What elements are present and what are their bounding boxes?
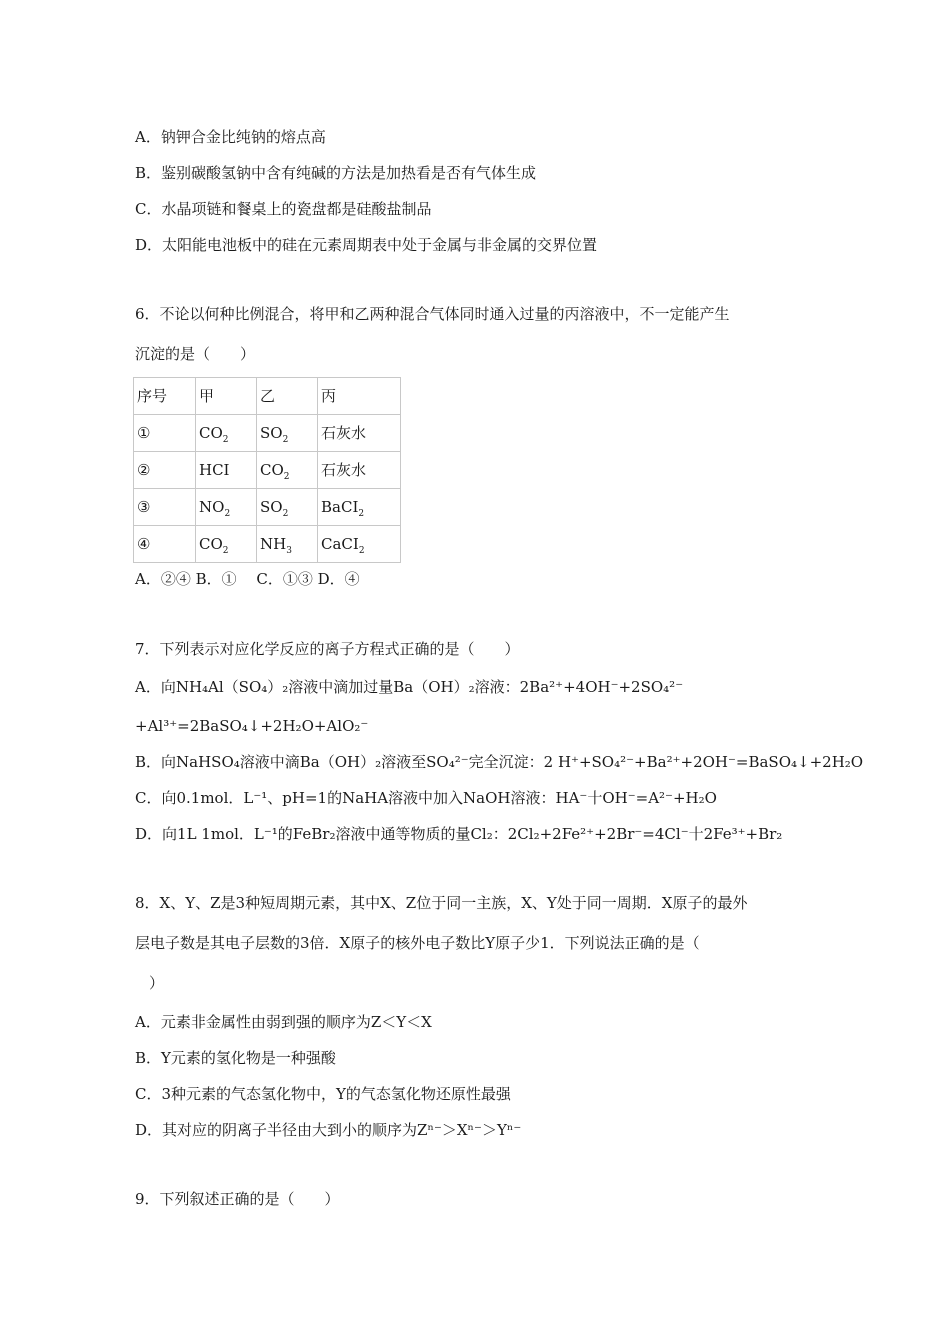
q7-option-c: C．向0.1mol．L⁻¹、pH=1的NaHA溶液中加入NaOH溶液：HA⁻十OH⁻=A²⁻+H₂O	[135, 789, 717, 807]
q5-option-b: B．鉴别碳酸氢钠中含有纯碱的方法是加热看是否有气体生成	[135, 164, 537, 182]
row-num: ②	[134, 452, 196, 489]
q8-stem-line1: 8．X、Y、Z是3种短周期元素，其中X、Z位于同一主族，X、Y处于同一周期．X原子的最外	[135, 894, 748, 912]
cell-yi: $CO_2$	[257, 452, 318, 489]
cell-jia: HCI	[196, 452, 257, 489]
cell-jia: $NO_2$	[196, 489, 257, 526]
q7-option-a-line2: +Al³⁺=2BaSO₄↓+2H₂O+AlO₂⁻	[135, 717, 369, 735]
table-row	[134, 415, 401, 452]
row-num: ③	[134, 489, 196, 526]
q6-stem-line1: 6．不论以何种比例混合，将甲和乙两种混合气体同时通入过量的丙溶液中，不一定能产生	[135, 305, 730, 323]
q8-stem-line2: 层电子数是其电子层数的3倍．X原子的核外电子数比Y原子少1．下列说法正确的是（	[135, 934, 700, 952]
q5-option-c: C．水晶项链和餐桌上的瓷盘都是硅酸盐制品	[135, 200, 432, 218]
cell-yi: $SO_2$	[257, 415, 318, 452]
table-row	[134, 489, 401, 526]
table-row	[134, 452, 401, 489]
table-row	[134, 526, 401, 563]
cell-yi: $NH_3$	[257, 526, 318, 563]
q5-option-a: A．钠钾合金比纯钠的熔点高	[135, 128, 326, 146]
header-cell: 甲	[196, 378, 257, 415]
cell-bing: 石灰水	[318, 415, 401, 452]
q7-stem: 7．下列表示对应化学反应的离子方程式正确的是（ ）	[135, 640, 520, 658]
q5-option-d: D．太阳能电池板中的硅在元素周期表中处于金属与非金属的交界位置	[135, 236, 598, 254]
q8-option-a: A．元素非金属性由弱到强的顺序为Z＜Y＜X	[135, 1013, 432, 1031]
cell-jia: $CO_2$	[196, 526, 257, 563]
cell-bing: 石灰水	[318, 452, 401, 489]
q6-table-header	[134, 378, 401, 415]
row-num: ④	[134, 526, 196, 563]
cell-jia: $CO_2$	[196, 415, 257, 452]
q7-option-b: B．向NaHSO₄溶液中滴Ba（OH）₂溶液至SO₄²⁻完全沉淀：2 H⁺+SO₄²⁻+Ba²⁺+2OH⁻=BaSO₄↓+2H₂O	[135, 753, 864, 771]
header-cell: 乙	[257, 378, 318, 415]
row-num: ①	[134, 415, 196, 452]
q9-stem: 9．下列叙述正确的是（ ）	[135, 1190, 340, 1208]
q8-option-b: B．Y元素的氢化物是一种强酸	[135, 1049, 336, 1067]
q6-options: A．②④ B．① C．①③ D．④	[135, 570, 360, 588]
q7-option-a-line1: A．向NH₄Al（SO₄）₂溶液中滴加过量Ba（OH）₂溶液：2Ba²⁺+4OH⁻+2SO₄²⁻	[135, 678, 684, 696]
header-cell: 序号	[134, 378, 196, 415]
q8-option-c: C．3种元素的气态氢化物中，Y的气态氢化物还原性最强	[135, 1085, 511, 1103]
cell-bing: BaCI$_2$	[318, 489, 401, 526]
cell-yi: $SO_2$	[257, 489, 318, 526]
q6-table	[133, 377, 401, 563]
q8-option-d: D．其对应的阴离子半径由大到小的顺序为Zⁿ⁻＞Xⁿ⁻＞Yⁿ⁻	[135, 1121, 522, 1139]
cell-bing: CaCI$_2$	[318, 526, 401, 563]
q7-option-d: D．向1L 1mol．L⁻¹的FeBr₂溶液中通等物质的量Cl₂：2Cl₂+2Fe²⁺+2Br⁻=4Cl⁻十2Fe³⁺+Br₂	[135, 825, 783, 843]
q8-stem-line3: ）	[149, 974, 165, 992]
header-cell: 丙	[318, 378, 401, 415]
q6-stem-line2: 沉淀的是（ ）	[135, 345, 256, 363]
